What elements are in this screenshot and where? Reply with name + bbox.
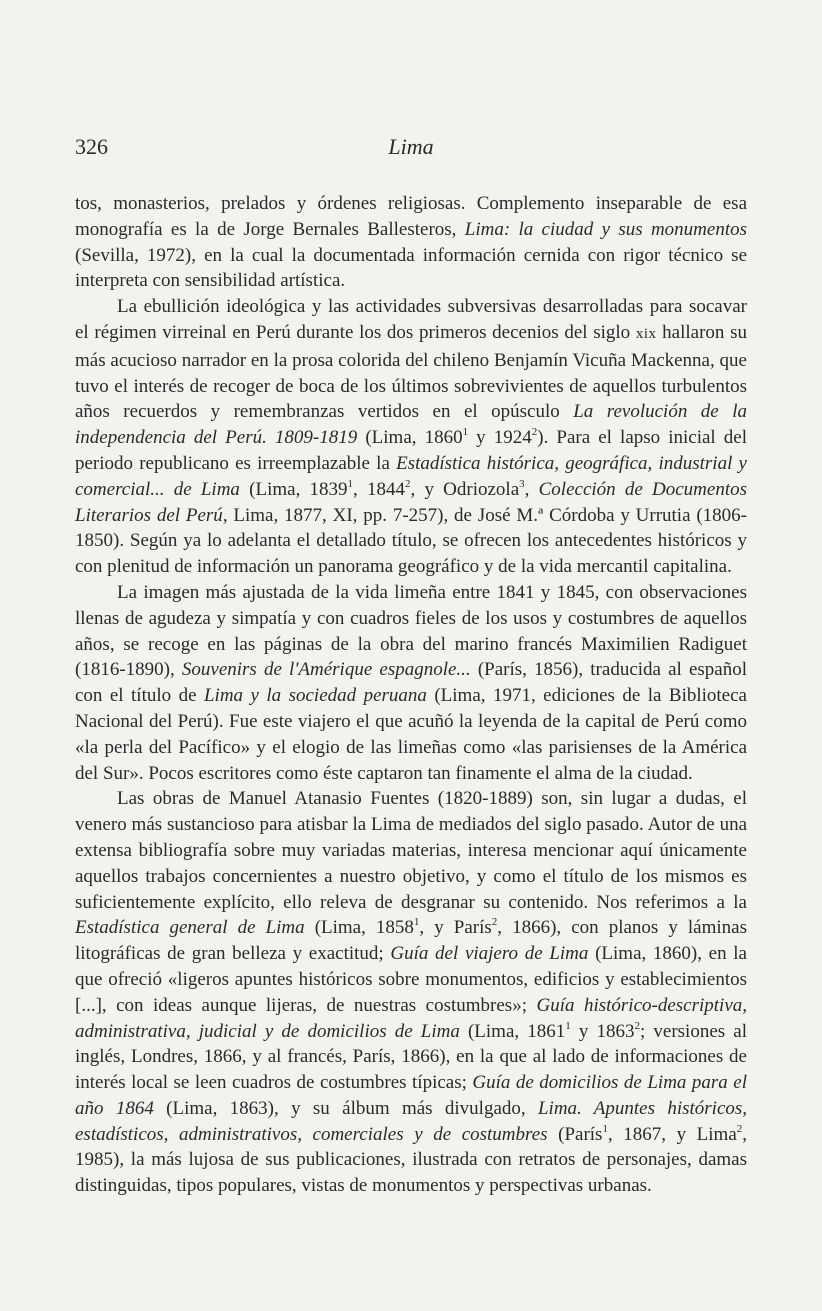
text-run: (Lima, 1858	[304, 917, 414, 939]
page-number: 326	[75, 134, 108, 159]
italic-title: Souvenirs de l'Amérique espagnole...	[181, 659, 471, 681]
text-run: , y París	[419, 917, 492, 939]
italic-title: Estadística histórica, geográfica, industrial y comercial... de Lima	[75, 452, 747, 500]
text-run: (Lima, 1860	[357, 427, 463, 449]
italic-title: Estadística general de Lima	[75, 917, 305, 939]
text-run: Las obras de Manuel Atanasio Fuentes (1820-1889) son, sin lugar a dudas, el venero más sustancioso para atisbar la Lima de mediados del siglo pasado. Autor de una extensa bibliografía sobre muy variadas materias, interesa mencionar aquí únicamente aquellos trabajos concernientes a nuestro objetivo, y como el título de los mismos es suficientemente explícito, ello releva de desgranar su contenido. Nos referimos a la	[75, 788, 747, 913]
text-run: La imagen más ajustada de la vida limeña entre 1841 y 1845, con observaciones llenas de agudeza y simpatía y con cuadros fieles de los usos y costumbres de aquellos años, se recoge en las páginas de la obra del marino francés Maximilien Radiguet (1816-1890),	[75, 581, 747, 681]
text-run: ; versiones al inglés, Londres, 1866, y al francés, París, 1866), en la que al lado de informaciones de interés local se leen cuadros de costumbres típicas;	[75, 1020, 747, 1094]
text-run: (Lima, 1971, ediciones de la Biblioteca Nacional del Perú). Fue este viajero el que acuñó la leyenda de la capital de Perú como «la perla del Pacífico» y el elogio de las limeñas como «las parisienses de la América del Sur». Pocos escritores como éste captaron tan finamente el alma de la ciudad.	[75, 685, 747, 784]
text-run: (Lima, 1839	[239, 478, 348, 500]
paragraph	[75, 294, 747, 580]
edition-superscript: 2	[491, 916, 498, 929]
italic-title: La revolución de la independencia del Perú. 1809-1819	[75, 401, 747, 449]
text-run: y 1863	[570, 1020, 635, 1042]
text-run: tos, monasterios, prelados y órdenes religiosas. Complemento inseparable de esa monografía es la de Jorge Bernales Ballesteros,	[75, 193, 747, 240]
edition-superscript: 1	[413, 916, 420, 929]
italic-title: Lima: la ciudad y sus monumentos	[464, 218, 747, 240]
italic-title: Guía de domicilios de Lima para el año 1864	[75, 1072, 747, 1119]
edition-superscript: 1	[462, 426, 469, 439]
italic-title: Colección de Documentos Literarios del Perú	[75, 478, 747, 526]
text-run: ). Para el lapso inicial del periodo republicano es irreemplazable la	[75, 427, 747, 474]
text-run: (París, 1856), traducida al español con el título de	[75, 659, 747, 707]
text-run: (París	[547, 1123, 603, 1145]
edition-superscript: 1	[565, 1019, 571, 1032]
text-run: hallaron su más acucioso narrador en la prosa colorida del chileno Benjamín Vicuña Mackenna, que tuvo el interés de recoger de boca de los últimos sobrevivientes de aquellos turbulentos años recuerdos y remembranzas vertidos en el opúsculo	[75, 321, 748, 423]
paragraph	[75, 786, 747, 1199]
text-run: (Lima, 1861	[459, 1020, 566, 1042]
edition-superscript: 2	[736, 1122, 743, 1135]
page-header	[75, 135, 747, 169]
paragraph	[75, 191, 747, 294]
italic-title: Guía histórico-descriptiva, administrativa, judicial y de domicilios de Lima	[75, 994, 747, 1042]
text-run: (Lima, 1863), y su álbum más divulgado,	[153, 1097, 538, 1119]
text-run: ,	[524, 478, 539, 500]
italic-title: Lima. Apuntes históricos, estadísticos, administrativos, comerciales y de costumbres	[75, 1097, 748, 1145]
edition-superscript: 1	[347, 477, 354, 490]
text-run: , 1867, y Lima	[607, 1123, 737, 1145]
edition-superscript: 1	[602, 1122, 608, 1135]
edition-superscript: 2	[405, 477, 411, 490]
paragraph	[75, 580, 747, 786]
running-title: Lima	[388, 134, 434, 159]
italic-title: Guía del viajero de Lima	[390, 943, 589, 965]
text-run: (Lima, 1860), en la que ofreció «ligeros apuntes históricos sobre monumentos, edificios y establecimientos [...], con ideas aunque lijeras, de nuestras costumbres»;	[75, 943, 747, 1016]
text-run: y 1924	[468, 427, 532, 449]
text-run: (Sevilla, 1972), en la cual la documentada información cernida con rigor técnico se interpreta con sensibilidad artística.	[75, 244, 747, 292]
italic-title: Lima y la sociedad peruana	[203, 685, 427, 707]
text-run: , 1844	[353, 478, 405, 500]
edition-superscript: 3	[519, 477, 525, 490]
text-run: , Lima, 1877, XI, pp. 7-257), de José M.ª Córdoba y Urrutia (1806-1850). Según ya lo adelanta el detallado título, se ofrecen los antecedentes históricos y con plenitud de información un panorama geográfico y de la vida mercantil capitalina.	[75, 504, 747, 578]
body-text	[75, 191, 747, 1199]
text-run: , y Odriozola	[410, 478, 520, 500]
edition-superscript: 2	[531, 426, 538, 439]
text-run: La ebullición ideológica y las actividades subversivas desarrolladas para socavar el régimen virreinal en Perú durante los dos primeros decenios del siglo	[75, 296, 747, 343]
edition-superscript: 2	[634, 1019, 640, 1032]
text-run: , 1866), con planos y láminas litográficas de gran belleza y exactitud;	[75, 917, 747, 965]
small-caps-text: xix	[635, 325, 657, 342]
text-run: , 1985), la más lujosa de sus publicaciones, ilustrada con retratos de personajes, damas distinguidas, tipos populares, vistas de monumentos y perspectivas urbanas.	[75, 1123, 748, 1197]
